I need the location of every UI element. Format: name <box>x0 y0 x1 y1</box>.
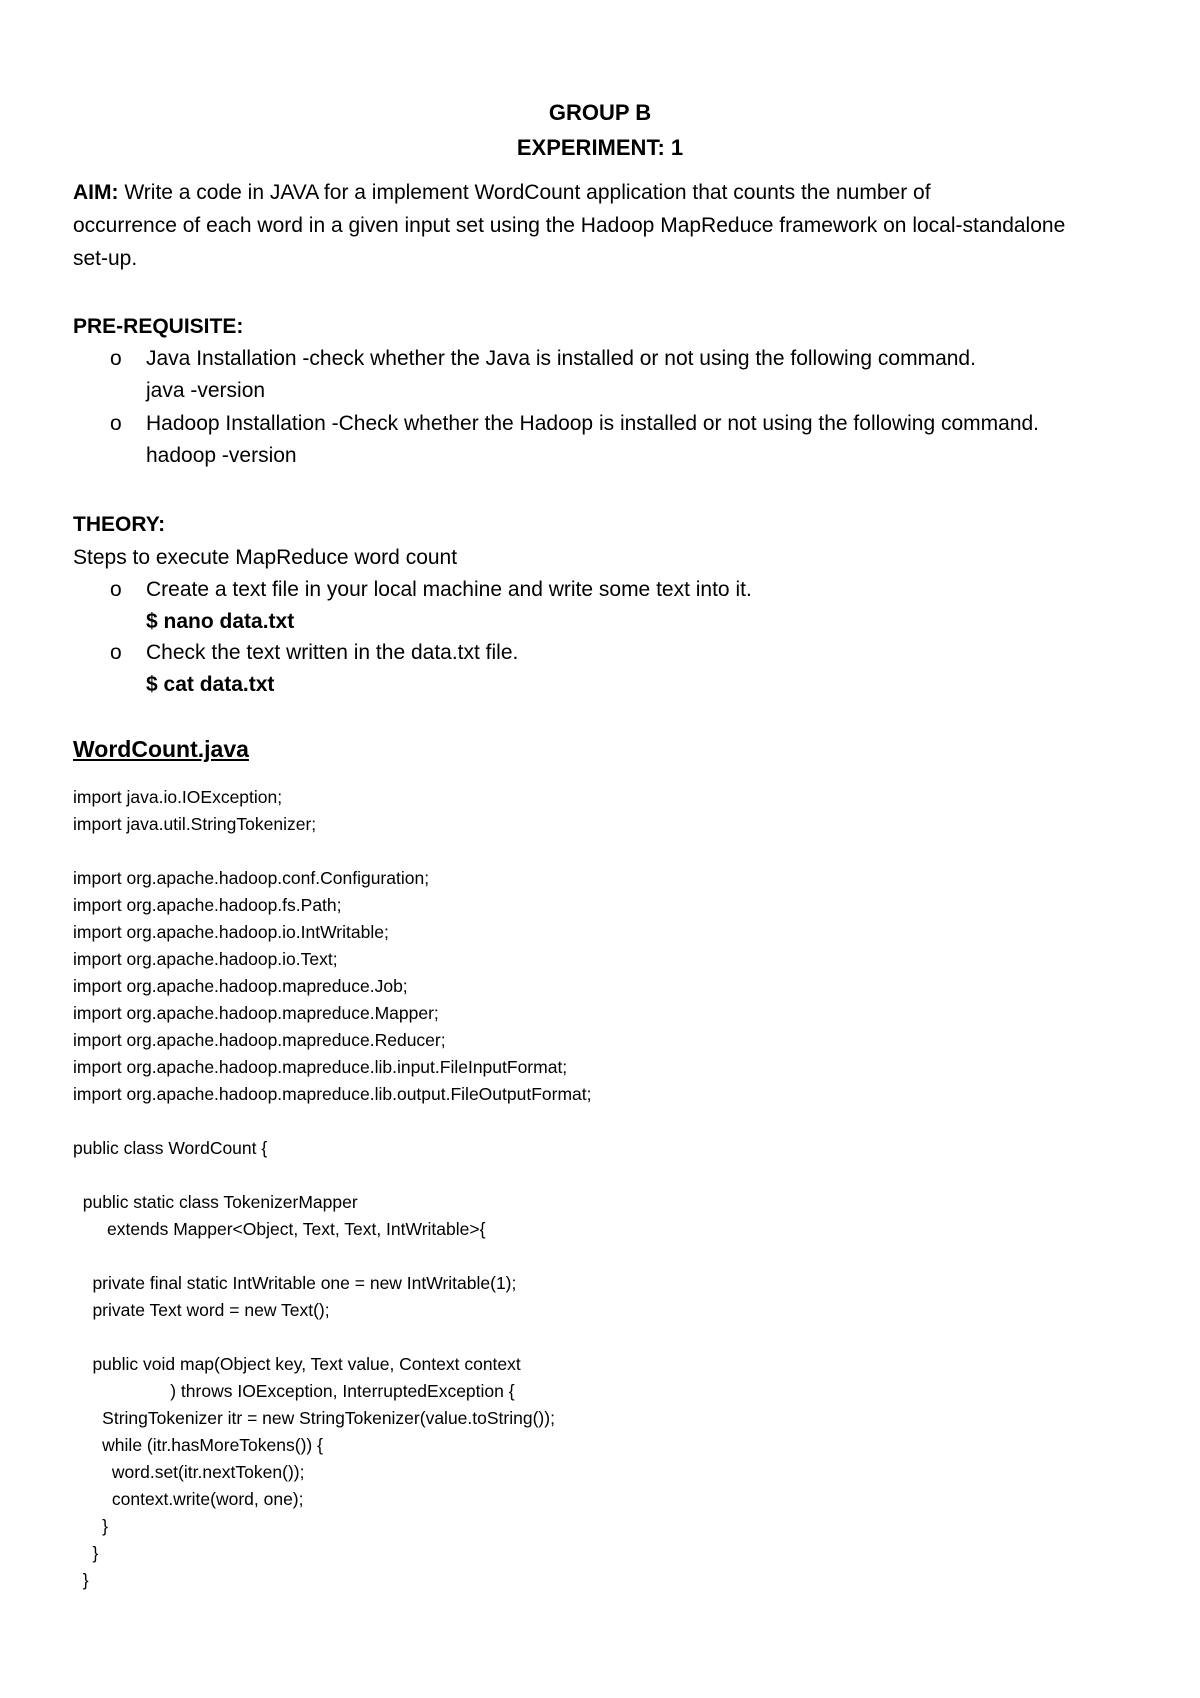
theory-intro: Steps to execute MapReduce word count <box>73 546 458 569</box>
code-line: import java.util.StringTokenizer; <box>73 814 317 834</box>
code-line: private Text word = new Text(); <box>73 1300 330 1320</box>
file-heading: WordCount.java <box>73 736 249 762</box>
aim-section <box>73 176 1133 275</box>
code-line: import org.apache.hadoop.mapreduce.lib.output.FileOutputFormat; <box>73 1084 592 1104</box>
code-line: } <box>73 1516 109 1536</box>
code-line: word.set(itr.nextToken()); <box>73 1462 305 1482</box>
code-line: private final static IntWritable one = new IntWritable(1); <box>73 1273 517 1293</box>
group-title: GROUP B <box>548 100 652 125</box>
code-line <box>73 838 1133 865</box>
theory-item-text: Create a text file in your local machine and write some text into it. <box>146 578 752 601</box>
experiment-title: EXPERIMENT: 1 <box>516 135 684 160</box>
code-line <box>73 1324 1133 1351</box>
code-line: extends Mapper<Object, Text, Text, IntWritable>{ <box>73 1219 486 1239</box>
code-line: import org.apache.hadoop.io.Text; <box>73 949 338 969</box>
code-line <box>73 1162 1133 1189</box>
code-line: import org.apache.hadoop.mapreduce.Job; <box>73 976 408 996</box>
code-line: public class WordCount { <box>73 1138 268 1158</box>
code-line: } <box>73 1543 99 1563</box>
code-line <box>73 1108 1133 1135</box>
theory-item-text: Check the text written in the data.txt file. <box>146 641 519 664</box>
bullet-icon: o <box>110 347 122 370</box>
prereq-item-command: hadoop -version <box>146 444 297 467</box>
code-line: import org.apache.hadoop.mapreduce.Reducer; <box>73 1030 446 1050</box>
aim-label: AIM: <box>73 181 119 204</box>
code-line: context.write(word, one); <box>73 1489 304 1509</box>
prereq-item-text: Java Installation -check whether the Java is installed or not using the following command. <box>146 347 976 370</box>
code-line <box>73 1243 1133 1270</box>
aim-text-1: Write a code in JAVA for a implement WordCount application that counts the number of <box>124 181 931 204</box>
prereq-item-text: Hadoop Installation -Check whether the Hadoop is installed or not using the following command. <box>146 412 1040 435</box>
code-line: import org.apache.hadoop.mapreduce.lib.input.FileInputFormat; <box>73 1057 568 1077</box>
code-line: import org.apache.hadoop.io.IntWritable; <box>73 922 389 942</box>
theory-heading: THEORY: <box>73 513 166 536</box>
prereq-heading: PRE-REQUISITE: <box>73 315 244 338</box>
code-line: import java.io.IOException; <box>73 787 283 807</box>
prereq-item-command: java -version <box>146 379 266 402</box>
bullet-icon: o <box>110 578 122 601</box>
aim-line-1 <box>73 176 1133 209</box>
bullet-icon: o <box>110 412 122 435</box>
code-line: import org.apache.hadoop.fs.Path; <box>73 895 342 915</box>
code-line: ) throws IOException, InterruptedException { <box>73 1381 515 1401</box>
theory-item-command: $ nano data.txt <box>146 610 295 633</box>
bullet-icon: o <box>110 641 122 664</box>
code-line: } <box>73 1570 89 1590</box>
aim-line-3: set-up. <box>73 247 138 270</box>
code-line: while (itr.hasMoreTokens()) { <box>73 1435 323 1455</box>
aim-line-2: occurrence of each word in a given input set using the Hadoop MapReduce framework on local-standalone <box>73 214 1066 237</box>
code-block <box>73 784 1133 1594</box>
code-line: import org.apache.hadoop.mapreduce.Mapper; <box>73 1003 439 1023</box>
code-line: import org.apache.hadoop.conf.Configuration; <box>73 868 430 888</box>
theory-item-command: $ cat data.txt <box>146 673 275 696</box>
code-line: public static class TokenizerMapper <box>73 1192 358 1212</box>
code-line: StringTokenizer itr = new StringTokenizer(value.toString()); <box>73 1408 555 1428</box>
code-line: public void map(Object key, Text value, Context context <box>73 1354 521 1374</box>
